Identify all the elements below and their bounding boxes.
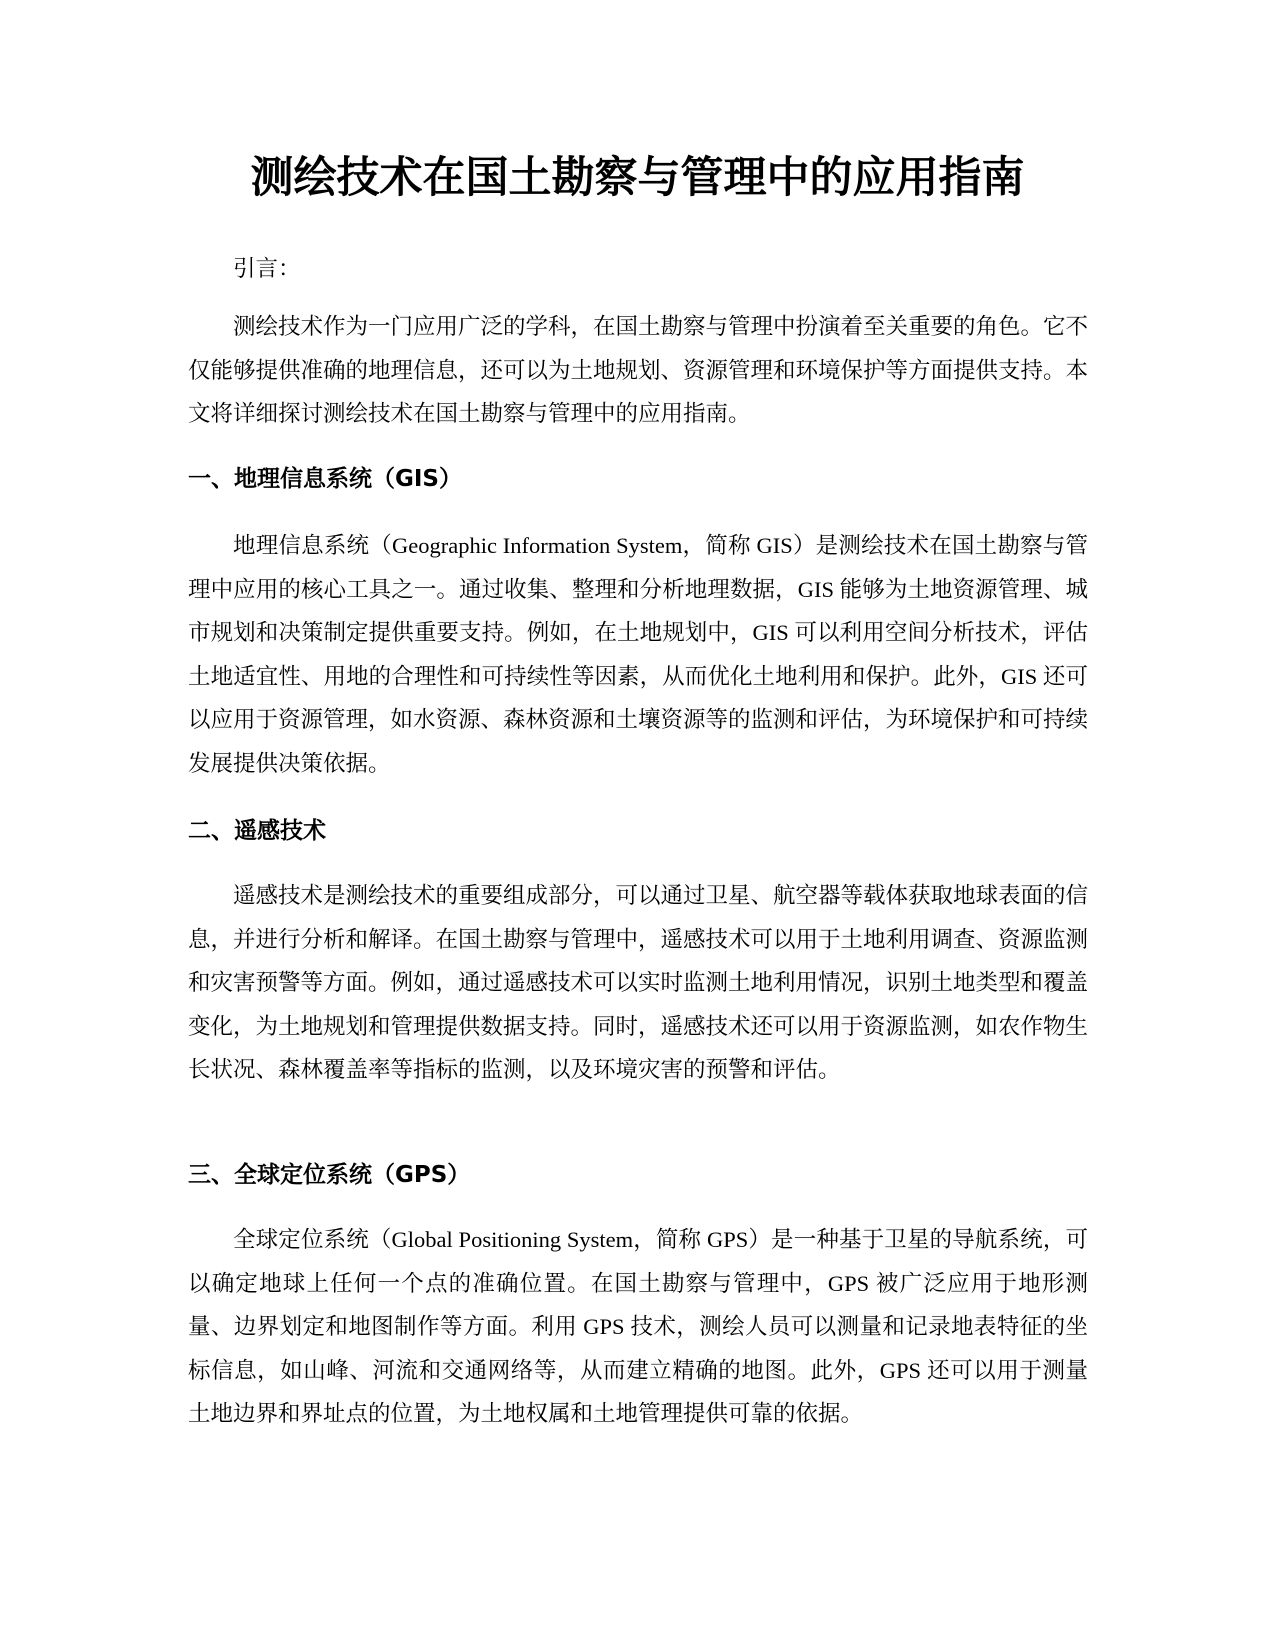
section-paragraph-gps: 全球定位系统（Global Positioning System，简称 GPS）是一种基于卫星的导航系统，可以确定地球上任何一个点的准确位置。在国土勘察与管理中，GPS 被广泛应用于地形测量、边界划定和地图制作等方面。利用 GPS 技术，测绘人员可以测量和记录地表特征的坐标信息，如山峰、河流和交通网络等，从而建立精确的地图。此外，GPS 还可以用于测量土地边界和界址点的位置，为土地权属和土地管理提供可靠的依据。	[188, 1227, 1088, 1426]
page-title: 测绘技术在国土勘察与管理中的应用指南	[250, 153, 1025, 203]
intro-paragraph: 测绘技术作为一门应用广泛的学科，在国土勘察与管理中扮演着至关重要的角色。它不仅能够提供准确的地理信息，还可以为土地规划、资源管理和环境保护等方面提供支持。本文将详细探讨测绘技术在国土勘察与管理中的应用指南。	[188, 314, 1089, 426]
section-heading-gis: 一、地理信息系统（GIS）	[188, 466, 463, 492]
section-paragraph-gis: 地理信息系统（Geographic Information System，简称 GIS）是测绘技术在国土勘察与管理中应用的核心工具之一。通过收集、整理和分析地理数据，GIS 能够为土地资源管理、城市规划和决策制定提供重要支持。例如，在土地规划中，GIS 可以利用空间分析技术，评估土地适宜性、用地的合理性和可持续性等因素，从而优化土地利用和保护。此外，GIS 还可以应用于资源管理，如水资源、森林资源和土壤资源等的监测和评估，为环境保护和可持续发展提供决策依据。	[188, 533, 1089, 776]
section-heading-gps: 三、全球定位系统（GPS）	[188, 1162, 471, 1188]
intro-label: 引言：	[233, 256, 301, 281]
section-heading-remote-sensing: 二、遥感技术	[188, 818, 326, 844]
section-paragraph-remote-sensing: 遥感技术是测绘技术的重要组成部分，可以通过卫星、航空器等载体获取地球表面的信息，并进行分析和解译。在国土勘察与管理中，遥感技术可以用于土地利用调查、资源监测和灾害预警等方面。例如，通过遥感技术可以实时监测土地利用情况，识别土地类型和覆盖变化，为土地规划和管理提供数据支持。同时，遥感技术还可以用于资源监测，如农作物生长状况、森林覆盖率等指标的监测，以及环境灾害的预警和评估。	[188, 883, 1089, 1082]
